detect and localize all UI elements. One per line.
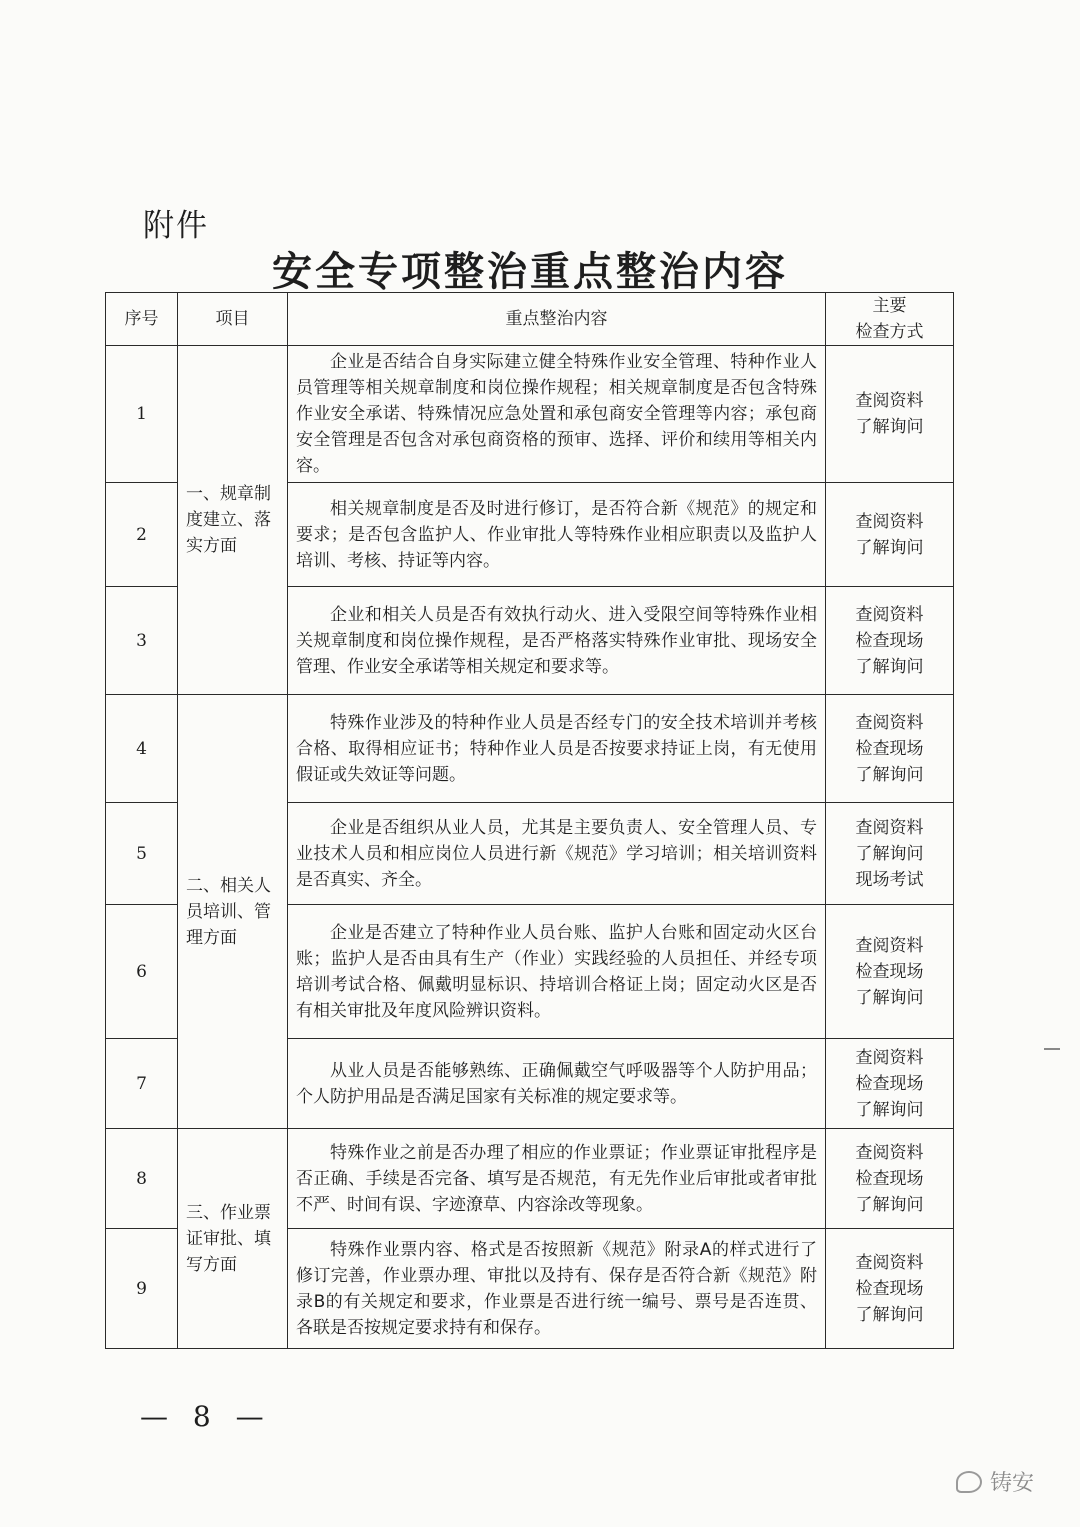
row-number: 8 bbox=[106, 1129, 178, 1229]
content-cell bbox=[288, 905, 826, 1039]
method-text: 了解询问 bbox=[855, 656, 924, 677]
method-cell bbox=[826, 587, 954, 695]
scan-mark bbox=[1044, 1048, 1060, 1050]
method-text: 查阅资料 bbox=[855, 391, 924, 411]
method-cell bbox=[826, 483, 954, 587]
content-text: 特殊作业票内容、格式是否按照新《规范》附录A的样式进行了修订完善，作业票办理、审批以及持有、保存是否符合新《规范》附录B的有关规定和要求，作业票是否进行统一编号、票号是否连贯、各联是否按规定要求持有和保存。 bbox=[296, 1239, 817, 1338]
content-text: 特殊作业涉及的特种作业人员是否经专门的安全技术培训并考核合格、取得相应证书；特种作业人员是否按要求持证上岗，有无使用假证或失效证等问题。 bbox=[296, 712, 817, 785]
method-text: 了解询问 bbox=[855, 764, 924, 785]
row-number: 2 bbox=[106, 483, 178, 587]
method-cell bbox=[826, 346, 954, 483]
method-text: 了解询问 bbox=[855, 1304, 924, 1325]
attachment-label: 附件 bbox=[143, 208, 209, 244]
content-cell bbox=[288, 695, 826, 803]
method-text: 检查现场 bbox=[855, 738, 924, 759]
method-cell bbox=[826, 695, 954, 803]
method-text: 现场考试 bbox=[855, 869, 924, 890]
row-number: 6 bbox=[106, 905, 178, 1039]
content-text: 企业和相关人员是否有效执行动火、进入受限空间等特殊作业相关规章制度和岗位操作规程，是否严格落实特殊作业审批、现场安全管理、作业安全承诺等相关规定和要求等。 bbox=[296, 604, 817, 677]
header-seq: 序号 bbox=[106, 293, 178, 346]
method-text: 了解询问 bbox=[855, 843, 924, 864]
content-cell bbox=[288, 346, 826, 483]
method-text: 了解询问 bbox=[855, 1099, 924, 1120]
watermark-text: 铸安 bbox=[990, 1471, 1035, 1496]
row-number: 1 bbox=[106, 346, 178, 483]
method-text: 检查现场 bbox=[855, 1278, 924, 1299]
content-cell bbox=[288, 1129, 826, 1229]
method-text: 了解询问 bbox=[855, 537, 924, 558]
rectification-table bbox=[105, 292, 954, 1349]
method-text: 检查现场 bbox=[855, 630, 924, 651]
content-text: 特殊作业之前是否办理了相应的作业票证；作业票证审批程序是否正确、手续是否完备、填写是否规范，有无先作业后审批或者审批不严、时间有误、字迹潦草、内容涂改等现象。 bbox=[296, 1142, 817, 1215]
method-text: 检查现场 bbox=[855, 1073, 924, 1094]
table-row bbox=[106, 695, 954, 803]
row-number: 3 bbox=[106, 587, 178, 695]
method-cell bbox=[826, 803, 954, 905]
category-cell: 三、作业票证审批、填写方面 bbox=[178, 1129, 288, 1349]
row-number: 4 bbox=[106, 695, 178, 803]
header-method bbox=[826, 293, 954, 346]
method-cell bbox=[826, 1039, 954, 1129]
content-cell bbox=[288, 1229, 826, 1349]
category-cell: 二、相关人员培训、管理方面 bbox=[178, 695, 288, 1129]
content-text: 从业人员是否能够熟练、正确佩戴空气呼吸器等个人防护用品；个人防护用品是否满足国家有关标准的规定要求等。 bbox=[296, 1060, 817, 1107]
content-cell bbox=[288, 483, 826, 587]
method-text: 查阅资料 bbox=[855, 1252, 924, 1273]
header-item: 项目 bbox=[178, 293, 288, 346]
table-header-row bbox=[106, 293, 954, 346]
table-row bbox=[106, 1129, 954, 1229]
row-number: 7 bbox=[106, 1039, 178, 1129]
method-cell bbox=[826, 1129, 954, 1229]
method-text: 查阅资料 bbox=[855, 817, 924, 838]
header-method-line2: 检查方式 bbox=[855, 322, 924, 342]
header-content: 重点整治内容 bbox=[288, 293, 826, 346]
method-text: 查阅资料 bbox=[855, 604, 924, 625]
content-cell bbox=[288, 1039, 826, 1129]
table-row bbox=[106, 346, 954, 483]
content-text: 企业是否建立了特种作业人员台账、监护人台账和固定动火区台账；监护人是否由具有生产（作业）实践经验的人员担任、并经专项培训考试合格、佩戴明显标识、持培训合格证上岗；固定动火区是否有相关审批及年度风险辨识资料。 bbox=[296, 922, 817, 1021]
method-text: 查阅资料 bbox=[855, 935, 924, 956]
method-text: 查阅资料 bbox=[855, 511, 924, 532]
page-number: — 8 — bbox=[140, 1400, 272, 1433]
content-text: 企业是否组织从业人员，尤其是主要负责人、安全管理人员、专业技术人员和相应岗位人员进行新《规范》学习培训；相关培训资料是否真实、齐全。 bbox=[296, 817, 817, 890]
header-method-line1: 主要 bbox=[872, 296, 907, 316]
method-text: 了解询问 bbox=[855, 417, 924, 437]
method-text: 了解询问 bbox=[855, 987, 924, 1008]
method-text: 检查现场 bbox=[855, 961, 924, 982]
content-cell bbox=[288, 803, 826, 905]
method-text: 查阅资料 bbox=[855, 712, 924, 733]
method-text: 检查现场 bbox=[855, 1168, 924, 1189]
category-cell: 一、规章制度建立、落实方面 bbox=[178, 346, 288, 695]
content-text: 企业是否结合自身实际建立健全特殊作业安全管理、特种作业人员管理等相关规章制度和岗位操作规程；相关规章制度是否包含特殊作业安全承诺、特殊情况应急处置和承包商安全管理等内容；承包商安全管理是否包含对承包商资格的预审、选择、评价和续用等相关内容。 bbox=[296, 352, 817, 476]
wechat-icon bbox=[956, 1471, 982, 1493]
row-number: 9 bbox=[106, 1229, 178, 1349]
method-text: 查阅资料 bbox=[855, 1142, 924, 1163]
method-cell bbox=[826, 1229, 954, 1349]
method-text: 了解询问 bbox=[855, 1194, 924, 1215]
row-number: 5 bbox=[106, 803, 178, 905]
content-text: 相关规章制度是否及时进行修订，是否符合新《规范》的规定和要求；是否包含监护人、作业审批人等特殊作业相应职责以及监护人培训、考核、持证等内容。 bbox=[296, 498, 817, 571]
method-cell bbox=[826, 905, 954, 1039]
watermark bbox=[956, 1466, 1034, 1497]
content-cell bbox=[288, 587, 826, 695]
document-title: 安全专项整治重点整治内容 bbox=[272, 248, 788, 295]
method-text: 查阅资料 bbox=[855, 1047, 924, 1068]
